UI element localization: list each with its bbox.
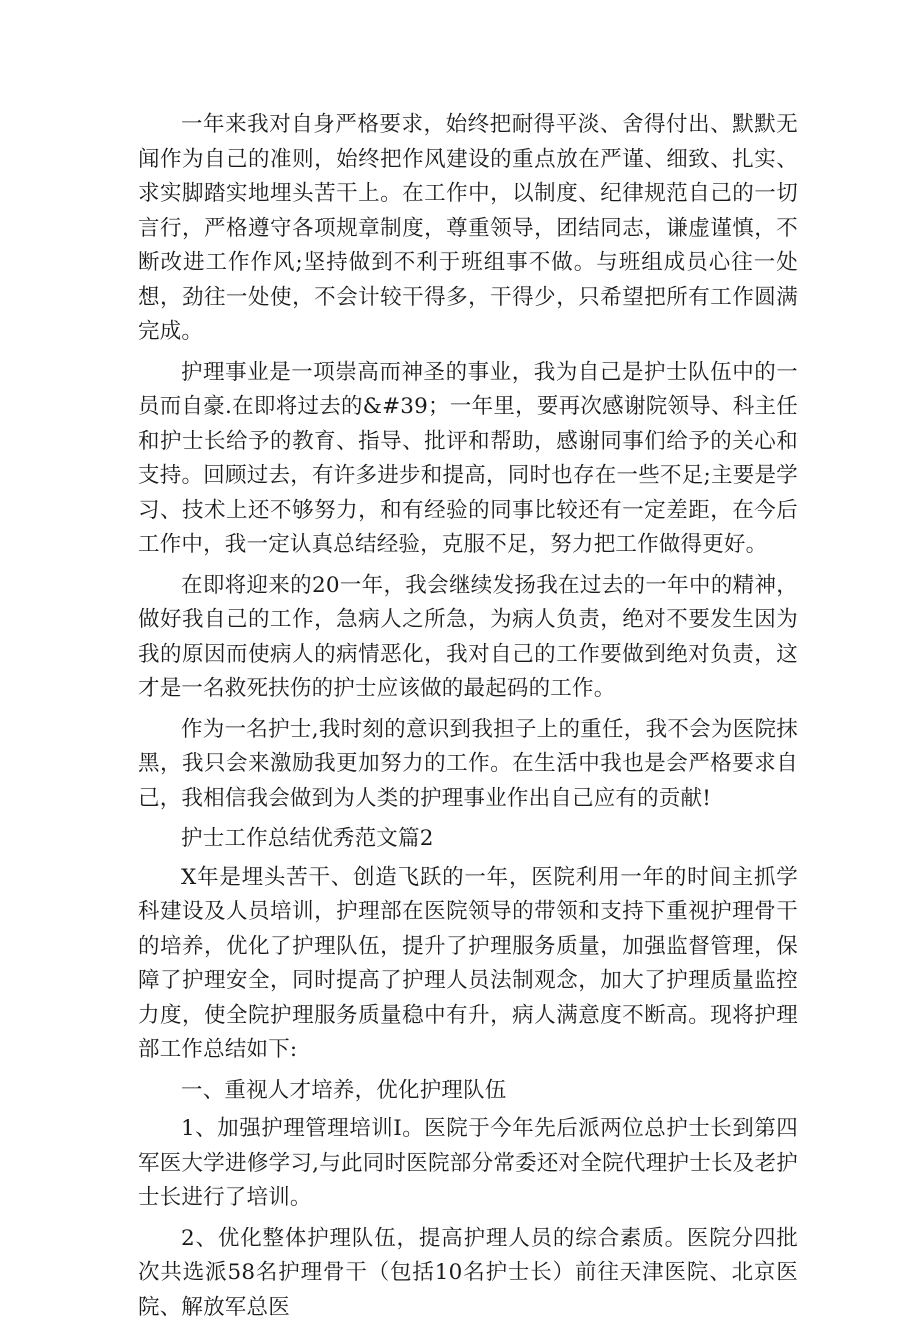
paragraph-coming-year: 在即将迎来的20一年，我会继续发扬我在过去的一年中的精神，做好我自己的工作，急病人之所急，为病人负责，绝对不要发生因为我的原因而使病人的病情恶化，我对自己的工作要做到绝对负责，这才是一名救死扶伤的护士应该做的最起码的工作。 [138,572,798,701]
subheading-talent-training: 一、重视人才培养，优化护理队伍 [181,1077,507,1103]
list-item-team-optimization: 2、优化整体护理队伍，提高护理人员的综合素质。医院分四批次共选派58名护理骨干（包括10名护士长）前往天津医院、北京医院、解放军总医 [138,1225,798,1320]
list-item-management-training: 1、加强护理管理培训I。医院于今年先后派两位总护士长到第四军医大学进修学习,与此同时医院部分常委还对全院代理护士长及老护士长进行了培训。 [138,1116,798,1210]
paragraph-gratitude: 护理事业是一项崇高而神圣的事业，我为自己是护士队伍中的一员而自豪.在即将过去的&#39；一年里，要再次感谢院领导、科主任和护士长给予的教育、指导、批评和帮助，感谢同事们给予的关心和支持。回顾过去，有许多进步和提高，同时也存在一些不足;主要是学习、技术上还不够努力，和有经验的同事比较还有一定差距，在今后工作中，我一定认真总结经验，克服不足，努力把工作做得更好。 [138,359,798,557]
paragraph-responsibility: 作为一名护士,我时刻的意识到我担子上的重任，我不会为医院抹黑，我只会来激励我更加努力的工作。在生活中我也是会严格要求自己，我相信我会做到为人类的护理事业作出自己应有的贡献! [138,716,798,811]
section-heading-article-2: 护士工作总结优秀范文篇2 [181,826,434,851]
paragraph-annual-summary: X年是埋头苦干、创造飞跃的一年，医院利用一年的时间主抓学科建设及人员培训，护理部在医院领导的带领和支持下重视护理骨干的培养，优化了护理队伍，提升了护理服务质量，加强监督管理，保障了护理安全，同时提高了护理人员法制观念，加大了护理质量监控力度，使全院护理服务质量稳中有升，病人满意度不断高。现将护理部工作总结如下: [138,864,798,1062]
document-page [138,108,798,1331]
paragraph-self-discipline: 一年来我对自身严格要求，始终把耐得平淡、舍得付出、默默无闻作为自己的准则，始终把作风建设的重点放在严谨、细致、扎实、求实脚踏实地埋头苦干上。在工作中，以制度、纪律规范自己的一切言行，严格遵守各项规章制度，尊重领导，团结同志，谦虚谨慎，不断改进工作作风;坚持做到不利于班组事不做。与班组成员心往一处想，劲往一处使，不会计较干得多，干得少，只希望把所有工作圆满完成。 [138,112,798,344]
